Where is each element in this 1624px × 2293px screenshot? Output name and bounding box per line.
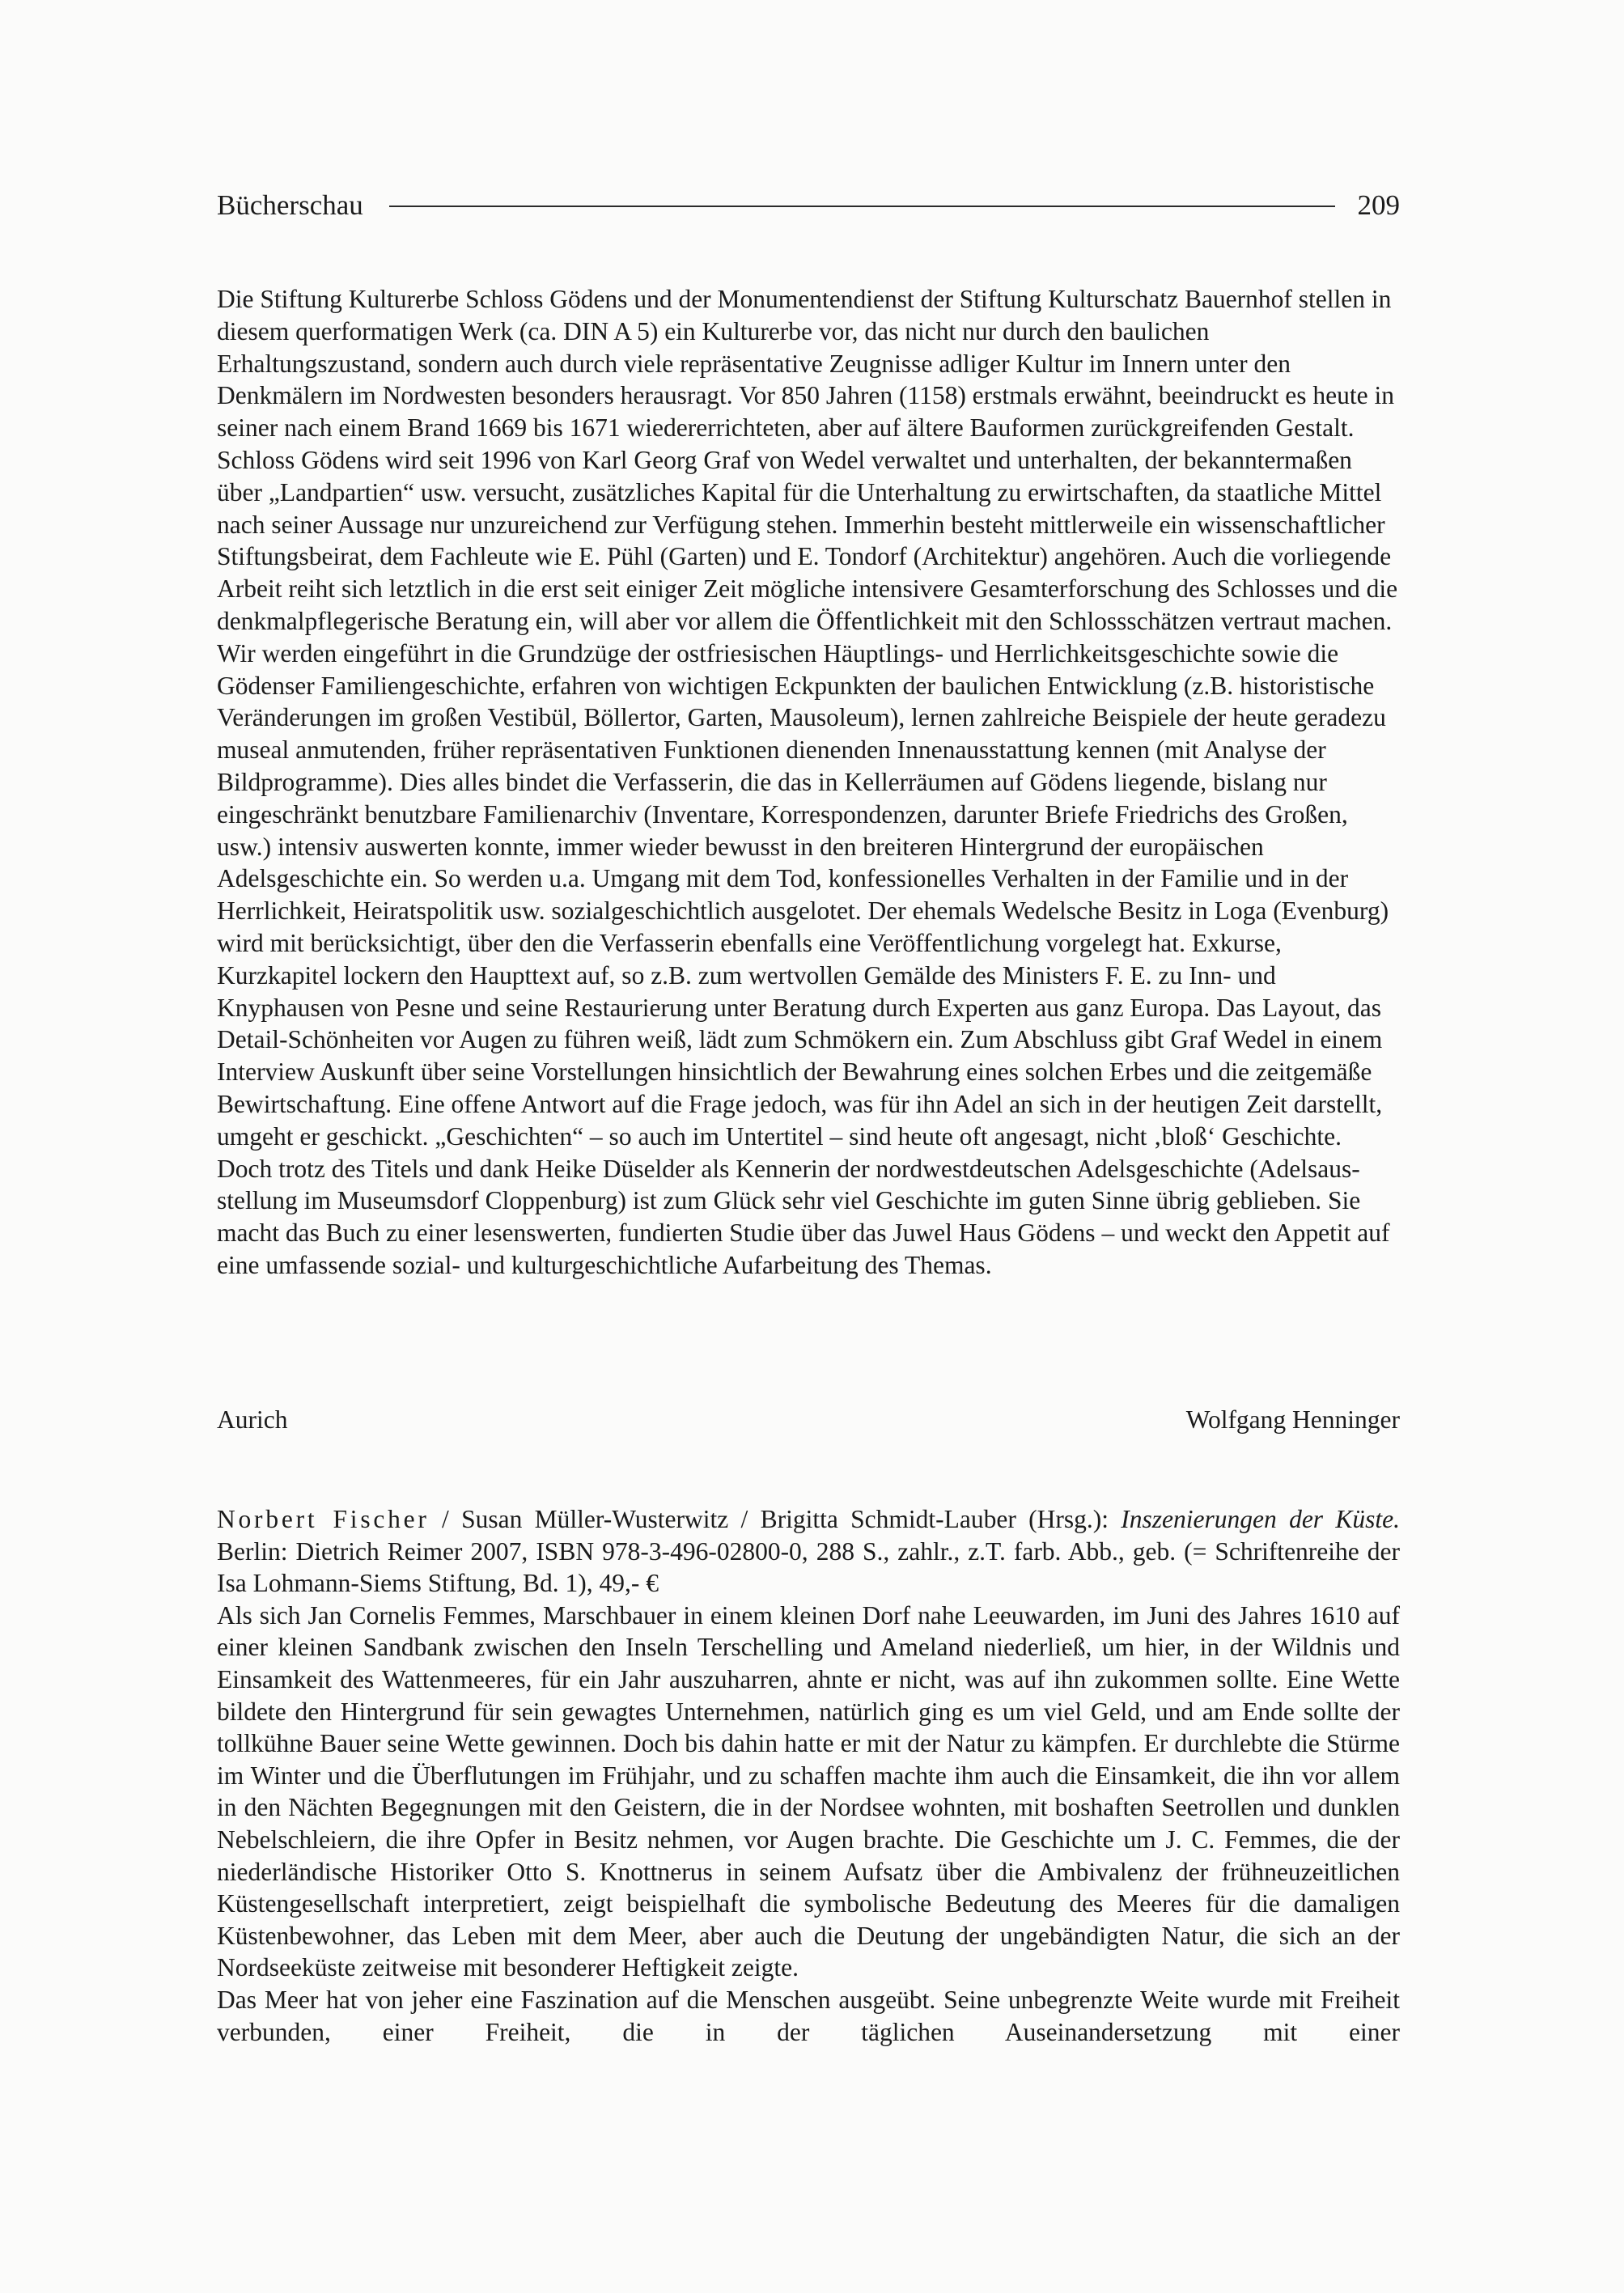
header-rule bbox=[389, 206, 1335, 207]
running-head bbox=[217, 189, 1400, 222]
review-1 bbox=[217, 283, 1400, 1282]
review-2-paragraph-2: Das Meer hat von jeher eine Faszination auf die Menschen ausgeübt. Seine unbegrenzte Weite wurde mit Freiheit verbunden, einer Freiheit, die in der täglichen Auseinandersetzung mit einer bbox=[217, 1985, 1400, 2046]
citation-authors: / Susan Müller-Wusterwitz / Brigitta Schmidt-Lauber (Hrsg.): bbox=[429, 1505, 1122, 1533]
reviewer-name: Wolfgang Henninger bbox=[1185, 1405, 1400, 1434]
review-2 bbox=[217, 1503, 1400, 2048]
review-1-signoff bbox=[217, 1404, 1400, 1436]
section-title: Bücherschau bbox=[217, 189, 363, 221]
editor-name: Norbert Fischer bbox=[217, 1505, 430, 1533]
review-1-text: Die Stiftung Kulturerbe Schloss Gödens und der Monumentendienst der Stiftung Kulturschatz Bauernhof stellen in diesem querformatigen Werk (ca. DIN A 5) ein Kulturerbe vor, das nicht nur durch den baulichen Erhaltungszustand, sondern auch durch viele repräsentative Zeugnisse adliger Kultur im Innern unter den Denkmälern im Nordwesten besonders herausragt. Vor 850 Jahren (1158) erstmals erwähnt, beeindruckt es heute in seiner nach einem Brand 1669 bis 1671 wiedererrichteten, aber auf ältere Bauformen zurückgreifenden Gestalt. Schloss Gödens wird seit 1996 von Karl Georg Graf von Wedel verwaltet und unterhalten, der bekanntermaßen über „Landpartien“ usw. versucht, zusätzliches Kapital für die Unterhaltung zu erwirtschaften, da staatliche Mittel nach seiner Aussage nur unzureichend zur Verfügung stehen. Immerhin besteht mittlerweile ein wissenschaftlicher Stiftungsbeirat, dem Fachleute wie E. Pühl (Garten) und E. Tondorf (Architektur) angehören. Auch die vorliegende Arbeit reiht sich letztlich in die erst seit einiger Zeit mögliche intensivere Gesamterforschung des Schlosses und die denkmalpflegerische Beratung ein, will aber vor allem die Öffentlichkeit mit den Schlossschätzen vertraut machen. Wir werden eingeführt in die Grundzüge der ostfriesischen Häuptlings- und Herrlichkeitsgeschichte sowie die Gödenser Familiengeschichte, erfahren von wichtigen Eckpunkten der baulichen Entwicklung (z.B. historistische Veränderungen im großen Vestibül, Böllertor, Garten, Mausoleum), lernen zahlreiche Beispiele der heute geradezu museal anmutenden, früher repräsentativen Funktionen dienenden Innenausstattung kennen (mit Analyse der Bildprogramme). Dies alles bindet die Verfasserin, die das in Kellerräumen auf Gödens liegende, bislang nur eingeschränkt benutzbare Familienarchiv (Inventare, Korrespondenzen, darunter Briefe Friedrichs des Großen, usw.) intensiv auswerten konnte, immer wieder bewusst in den breiteren Hintergrund der europäischen Adelsgeschichte ein. So werden u.a. Umgang mit dem Tod, konfessionelles Verhalten in der Familie und in der Herrlichkeit, Heiratspolitik usw. sozialgeschichtlich ausgelotet. Der ehemals Wedelsche Besitz in Loga (Evenburg) wird mit berücksichtigt, über den die Verfasserin ebenfalls eine Veröffentlichung vorgelegt hat. Exkurse, Kurzkapitel lockern den Haupttext auf, so z.B. zum wertvollen Gemälde des Ministers F. E. zu Inn- und Knyphausen von Pesne und seine Restaurierung unter Beratung durch Experten aus ganz Europa. Das Layout, das Detail-Schönheiten vor Augen zu führen weiß, lädt zum Schmökern ein. Zum Abschluss gibt Graf Wedel in einem Interview Auskunft über seine Vorstellungen hinsichtlich der Bewahrung eines solchen Erbes und die zeitgemäße Bewirtschaftung. Eine offene Antwort auf die Frage jedoch, was für ihn Adel an sich in der heutigen Zeit darstellt, umgeht er geschickt. „Geschichten“ – so auch im Untertitel – sind heute oft angesagt, nicht ‚bloß‘ Geschichte. Doch trotz des Titels und dank Heike Düselder als Kennerin der nordwestdeutschen Adelsgeschichte (Adelsausstellung im Museumsdorf Cloppenburg) ist zum Glück sehr viel Geschichte im guten Sinne übrig geblieben. Sie macht das Buch zu einer lesenswerten, fundierten Studie über das Juwel Haus Gödens – und weckt den Appetit auf eine umfassende sozial- und kulturgeschichtliche Aufarbeitung des Themas. bbox=[217, 285, 1398, 1279]
review-2-paragraph-1: Als sich Jan Cornelis Femmes, Marschbauer in einem kleinen Dorf nahe Leeuwarden, im Juni des Jahres 1610 auf einer kleinen Sandbank zwischen den Inseln Terschelling und Ameland niederließ, um hier, in der Wildnis und Einsamkeit des Wattenmeeres, für ein Jahr auszuharren, ahnte er nicht, was auf ihn zukommen sollte. Eine Wette bildete den Hintergrund für sein gewagtes Unternehmen, natürlich ging es um viel Geld, und am Ende sollte der tollkühne Bauer seine Wette gewinnen. Doch bis dahin hatte er mit der Natur zu kämpfen. Er durchlebte die Stürme im Winter und die Überflutungen im Frühjahr, und zu schaffen machte ihm auch die Einsamkeit, die ihn vor allem in den Nächten Begegnungen mit den Geistern, die in der Nordsee wohnten, mit boshaften Seetrollen und dunklen Nebelschleiern, die ihre Opfer in Besitz nehmen, vor Augen brachte. Die Geschichte um J. C. Femmes, die der niederländische Historiker Otto S. Knottnerus in seinem Aufsatz über die Ambivalenz der frühneuzeitlichen Küstengesellschaft interpretiert, zeigt beispielhaft die symbolische Bedeutung des Meeres für die damaligen Küstenbewohner, das Leben mit dem Meer, aber auch die Deutung der ungebändigten Natur, die sich an der Nordseeküste zeitweise mit besonderer Heftigkeit zeigte. bbox=[217, 1600, 1400, 1982]
book-citation bbox=[217, 1503, 1400, 1600]
page-number: 209 bbox=[1357, 189, 1400, 221]
book-title: Inszenierungen der Küste. bbox=[1121, 1505, 1400, 1533]
citation-details: Berlin: Dietrich Reimer 2007, ISBN 978-3-496-02800-0, 288 S., zahlr., z.T. farb. Abb., geb. (= Schriftenreihe der Isa Lohmann-Siems Stiftung, Bd. 1), 49,- € bbox=[217, 1536, 1400, 1598]
review-place: Aurich bbox=[217, 1405, 288, 1434]
